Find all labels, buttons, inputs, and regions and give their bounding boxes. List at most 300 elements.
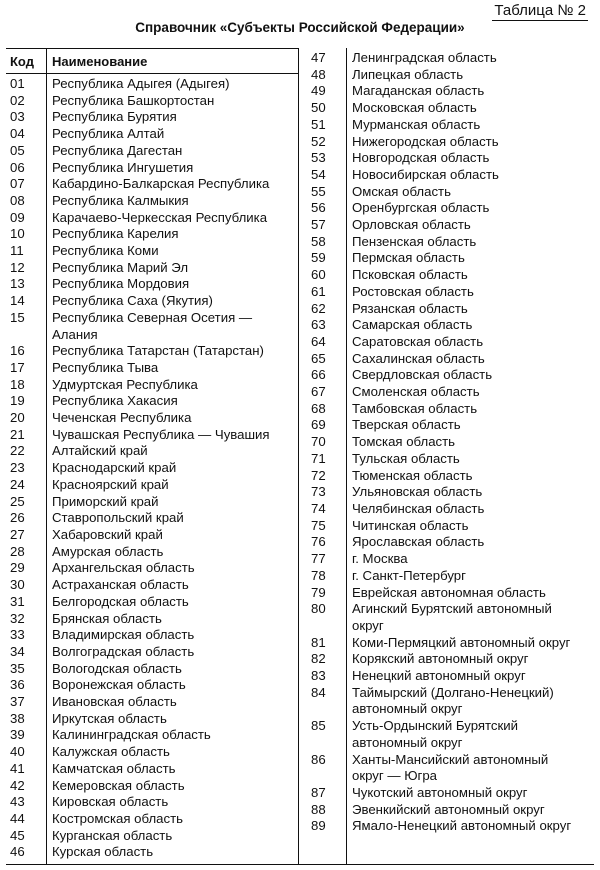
table-row (10, 343, 290, 360)
region-name-line: Агинский Бурятский автономный (352, 601, 552, 617)
region-code: 20 (10, 410, 25, 426)
region-name-line: Новгородская область (352, 150, 490, 166)
region-name-line: Сахалинская область (352, 350, 485, 366)
left-column (10, 76, 290, 861)
region-name-line: Ленинградская область (352, 50, 497, 65)
region-name (352, 234, 593, 251)
region-name (352, 484, 593, 501)
table-row (10, 126, 290, 143)
region-name (352, 384, 593, 401)
region-code: 19 (10, 393, 25, 409)
region-name (352, 334, 593, 351)
region-name (352, 401, 593, 418)
table-row (10, 93, 290, 110)
region-code: 79 (311, 584, 326, 600)
region-name-line: Амурская область (52, 543, 164, 559)
region-code: 38 (10, 710, 25, 726)
region-name (52, 778, 290, 795)
table-row (311, 468, 593, 485)
region-name (52, 293, 290, 310)
table-row (10, 260, 290, 277)
region-name-line: Астраханская область (52, 577, 189, 593)
header-name: Наименование (52, 54, 148, 69)
region-name-line: Корякский автономный округ (352, 651, 529, 667)
region-name-line: Чеченская Республика (52, 410, 192, 426)
table-row (10, 393, 290, 410)
region-code: 12 (10, 259, 25, 275)
region-name-line: округ — Югра (352, 768, 438, 784)
region-name (352, 317, 593, 334)
region-name-line: Республика Саха (Якутия) (52, 293, 213, 309)
region-name-line: Читинская область (352, 517, 469, 533)
region-code: 72 (311, 467, 326, 483)
table-row (311, 384, 593, 401)
region-name-line: Республика Карелия (52, 226, 179, 242)
table-row (10, 143, 290, 160)
region-name (52, 811, 290, 828)
region-code: 54 (311, 166, 326, 182)
region-name (52, 694, 290, 711)
region-code: 05 (10, 142, 25, 158)
region-code: 45 (10, 827, 25, 843)
region-name (52, 828, 290, 845)
region-name-line: Калининградская область (52, 727, 211, 743)
region-name-line: Приморский край (52, 493, 159, 509)
region-code: 41 (10, 760, 25, 776)
region-name-line: Республика Тыва (52, 359, 159, 375)
table-row (10, 176, 290, 193)
table-row (311, 785, 593, 802)
region-name-line: Республика Адыгея (Адыгея) (52, 76, 230, 91)
table-row (311, 718, 593, 751)
table-row (311, 351, 593, 368)
region-name (52, 427, 290, 444)
region-name (52, 761, 290, 778)
region-code: 14 (10, 293, 25, 309)
table-row (10, 460, 290, 477)
region-code: 24 (10, 476, 25, 492)
table-row (10, 627, 290, 644)
region-code: 27 (10, 526, 25, 542)
region-name (352, 117, 593, 134)
table-row (10, 377, 290, 394)
region-name (52, 477, 290, 494)
region-name (352, 752, 593, 785)
region-name (52, 393, 290, 410)
region-name (52, 510, 290, 527)
region-name-line: Свердловская область (352, 367, 493, 383)
region-name (52, 844, 290, 861)
region-name (52, 360, 290, 377)
region-name-line: автономный округ (352, 734, 463, 750)
table-row (10, 360, 290, 377)
region-name (352, 267, 593, 284)
region-code: 21 (10, 426, 25, 442)
table-row (311, 568, 593, 585)
region-name-line: Иркутская область (52, 710, 167, 726)
table-row (311, 250, 593, 267)
table-row (10, 844, 290, 861)
region-code: 64 (311, 333, 326, 349)
region-code: 44 (10, 810, 25, 826)
region-name-line: Московская область (352, 100, 477, 116)
region-name (352, 50, 593, 67)
region-name-line: Еврейская автономная область (352, 584, 546, 600)
region-name (52, 794, 290, 811)
region-name-line: Томская область (352, 434, 456, 450)
region-name (52, 677, 290, 694)
region-code: 88 (311, 801, 326, 817)
region-name (352, 601, 593, 634)
region-name-line: Владимирская область (52, 627, 195, 643)
table-row (311, 451, 593, 468)
region-name-line: Оренбургская область (352, 200, 490, 216)
region-name-line: Волгоградская область (52, 643, 195, 659)
region-code: 02 (10, 92, 25, 108)
region-name-line: Смоленская область (352, 384, 480, 400)
region-name-line: Кемеровская область (52, 777, 185, 793)
region-name (52, 744, 290, 761)
right-column (311, 50, 593, 835)
region-name (352, 468, 593, 485)
region-name-line: Усть-Ордынский Бурятский (352, 718, 519, 734)
region-name-line: Республика Калмыкия (52, 192, 189, 208)
region-name (52, 226, 290, 243)
table-row (10, 76, 290, 93)
region-code: 36 (10, 677, 25, 693)
region-name-line: Ярославская область (352, 534, 485, 550)
table-row (10, 611, 290, 628)
region-code: 52 (311, 133, 326, 149)
region-name (352, 167, 593, 184)
region-name-line: Ямало-Ненецкий автономный округ (352, 818, 572, 834)
table-row (311, 200, 593, 217)
region-code: 68 (311, 400, 326, 416)
region-name-line: Пензенская область (352, 233, 477, 249)
table-row (10, 160, 290, 177)
region-code: 09 (10, 209, 25, 225)
region-code: 26 (10, 510, 25, 526)
table-row (10, 661, 290, 678)
table-row (10, 761, 290, 778)
region-code: 71 (311, 450, 326, 466)
region-name-line: г. Москва (352, 551, 408, 567)
region-name-line: Костромская область (52, 810, 184, 826)
table-row (311, 434, 593, 451)
region-name-line: Липецкая область (352, 66, 464, 82)
table-row (10, 427, 290, 444)
table-row (311, 534, 593, 551)
region-name (352, 534, 593, 551)
table-row (10, 644, 290, 661)
region-name-line: Ульяновская область (352, 484, 483, 500)
region-name (52, 443, 290, 460)
table-row (311, 551, 593, 568)
bottom-rule (6, 864, 594, 865)
region-name-line: Республика Северная Осетия — (52, 309, 253, 325)
region-code: 42 (10, 777, 25, 793)
region-name-line: Ростовская область (352, 283, 474, 299)
table-row (10, 494, 290, 511)
table-row (10, 310, 290, 343)
region-code: 50 (311, 100, 326, 116)
region-name-line: Кабардино-Балкарская Республика (52, 176, 270, 192)
region-code: 77 (311, 551, 326, 567)
region-name-line: Краснодарский край (52, 460, 177, 476)
region-code: 66 (311, 367, 326, 383)
region-name (352, 284, 593, 301)
table-row (311, 134, 593, 151)
table-row (10, 210, 290, 227)
region-code: 56 (311, 200, 326, 216)
region-name-line: Алтайский край (52, 443, 148, 459)
region-code: 61 (311, 283, 326, 299)
region-code: 48 (311, 66, 326, 82)
region-code: 47 (311, 50, 326, 65)
table-row (311, 635, 593, 652)
table-row (311, 334, 593, 351)
region-code: 37 (10, 694, 25, 710)
region-name (352, 351, 593, 368)
table-row (311, 301, 593, 318)
region-name-line: Коми-Пермяцкий автономный округ (352, 634, 571, 650)
region-name-line: Ставропольский край (52, 510, 184, 526)
region-name (52, 243, 290, 260)
region-name (352, 100, 593, 117)
region-name-line: Республика Ингушетия (52, 159, 194, 175)
region-code: 07 (10, 176, 25, 192)
region-code: 31 (10, 593, 25, 609)
region-name (52, 176, 290, 193)
table-row (10, 811, 290, 828)
table-row (311, 67, 593, 84)
region-name-line: Самарская область (352, 317, 473, 333)
table-row (311, 685, 593, 718)
region-code: 23 (10, 460, 25, 476)
region-name-line: Республика Мордовия (52, 276, 190, 292)
region-name (352, 635, 593, 652)
table-row (311, 83, 593, 100)
region-name-line: Алания (52, 326, 98, 342)
table-row (311, 668, 593, 685)
region-name (52, 711, 290, 728)
region-name-line: Магаданская область (352, 83, 485, 99)
region-code: 15 (10, 309, 25, 325)
table-row (10, 544, 290, 561)
region-code: 46 (10, 844, 25, 860)
table-row (10, 527, 290, 544)
region-name-line: Республика Марий Эл (52, 259, 189, 275)
region-code: 53 (311, 150, 326, 166)
table-row (311, 234, 593, 251)
region-name (52, 126, 290, 143)
table-row (311, 651, 593, 668)
region-code: 57 (311, 217, 326, 233)
table-row (10, 794, 290, 811)
region-code: 28 (10, 543, 25, 559)
region-code: 10 (10, 226, 25, 242)
region-name-line: г. Санкт-Петербург (352, 567, 466, 583)
table-row (311, 417, 593, 434)
region-name (52, 527, 290, 544)
region-name-line: Таймырский (Долгано-Ненецкий) (352, 684, 554, 700)
region-name (52, 143, 290, 160)
region-name-line: Республика Алтай (52, 126, 165, 142)
region-code: 63 (311, 317, 326, 333)
region-name (352, 551, 593, 568)
region-name (352, 417, 593, 434)
region-name-line: Чукотский автономный округ (352, 784, 528, 800)
region-name-line: автономный округ (352, 701, 463, 717)
region-code: 04 (10, 126, 25, 142)
region-code: 16 (10, 343, 25, 359)
region-name (352, 184, 593, 201)
region-name-line: Ивановская область (52, 694, 177, 710)
region-code: 86 (311, 751, 326, 767)
table-row (10, 711, 290, 728)
region-code: 75 (311, 517, 326, 533)
region-name (352, 651, 593, 668)
table-row (311, 167, 593, 184)
region-code: 43 (10, 794, 25, 810)
region-code: 13 (10, 276, 25, 292)
region-name (52, 644, 290, 661)
region-name (352, 83, 593, 100)
region-name-line: Воронежская область (52, 677, 186, 693)
table-row (10, 477, 290, 494)
region-code: 67 (311, 384, 326, 400)
region-code: 51 (311, 116, 326, 132)
region-code: 82 (311, 651, 326, 667)
top-rule (6, 48, 298, 49)
region-name (352, 134, 593, 151)
region-code: 32 (10, 610, 25, 626)
region-name (352, 501, 593, 518)
region-name (52, 109, 290, 126)
region-name-line: Камчатская область (52, 760, 176, 776)
table-row (311, 585, 593, 602)
region-name (52, 76, 290, 93)
region-name (52, 494, 290, 511)
table-row (10, 226, 290, 243)
region-name-line: Тамбовская область (352, 400, 478, 416)
region-code: 59 (311, 250, 326, 266)
region-code: 80 (311, 601, 326, 617)
region-name (52, 544, 290, 561)
table-row (10, 577, 290, 594)
region-code: 62 (311, 300, 326, 316)
table-row (311, 484, 593, 501)
region-code: 22 (10, 443, 25, 459)
region-name-line: Тульская область (352, 450, 460, 466)
table-row (10, 778, 290, 795)
region-name (352, 685, 593, 718)
region-name-line: Нижегородская область (352, 133, 499, 149)
table-row (311, 518, 593, 535)
region-code: 17 (10, 359, 25, 375)
table-row (10, 828, 290, 845)
region-name-line: Тверская область (352, 417, 461, 433)
region-name (52, 410, 290, 427)
region-code: 39 (10, 727, 25, 743)
table-row (311, 401, 593, 418)
region-name-line: Рязанская область (352, 300, 468, 316)
table-row (311, 601, 593, 634)
region-name-line: округ (352, 617, 384, 633)
region-name-line: Псковская область (352, 267, 468, 283)
region-name-line: Брянская область (52, 610, 162, 626)
header-rule (6, 73, 298, 74)
table-number: Таблица № 2 (494, 2, 586, 19)
region-name (52, 276, 290, 293)
table-row (311, 150, 593, 167)
region-code: 89 (311, 818, 326, 834)
table-row (10, 109, 290, 126)
table-row (10, 677, 290, 694)
table-row (311, 217, 593, 234)
region-code: 34 (10, 643, 25, 659)
region-code: 35 (10, 660, 25, 676)
region-name-line: Челябинская область (352, 500, 485, 516)
region-name (352, 802, 593, 819)
region-name-line: Республика Башкортостан (52, 92, 215, 108)
region-name (52, 611, 290, 628)
region-name-line: Мурманская область (352, 116, 481, 132)
region-name (352, 568, 593, 585)
region-code: 73 (311, 484, 326, 500)
region-code: 85 (311, 718, 326, 734)
region-name-line: Эвенкийский автономный округ (352, 801, 545, 817)
table-row (10, 193, 290, 210)
table-row (10, 276, 290, 293)
region-name (352, 367, 593, 384)
table-row (10, 293, 290, 310)
region-name (52, 627, 290, 644)
column-divider (298, 48, 299, 864)
region-name-line: Кировская область (52, 794, 169, 810)
region-code: 29 (10, 560, 25, 576)
region-code: 78 (311, 567, 326, 583)
table-row (10, 560, 290, 577)
table-row (10, 510, 290, 527)
region-code: 65 (311, 350, 326, 366)
table-row (311, 117, 593, 134)
region-name-line: Республика Коми (52, 243, 159, 259)
region-code: 18 (10, 376, 25, 392)
table-row (311, 267, 593, 284)
table-row (311, 501, 593, 518)
region-name-line: Республика Татарстан (Татарстан) (52, 343, 264, 359)
region-code: 55 (311, 183, 326, 199)
region-name (352, 434, 593, 451)
region-name-line: Тюменская область (352, 467, 473, 483)
region-name (352, 518, 593, 535)
region-name-line: Ненецкий автономный округ (352, 668, 526, 684)
table-row (311, 802, 593, 819)
region-name (352, 585, 593, 602)
document-title: Справочник «Субъекты Российской Федерации» (135, 20, 465, 35)
table-row (311, 50, 593, 67)
region-name (352, 668, 593, 685)
region-name (52, 594, 290, 611)
table-row (10, 727, 290, 744)
region-code: 74 (311, 500, 326, 516)
region-name (52, 377, 290, 394)
region-name-line: Курганская область (52, 827, 173, 843)
table-row (311, 184, 593, 201)
region-name-line: Республика Дагестан (52, 142, 183, 158)
region-name-line: Калужская область (52, 744, 170, 760)
